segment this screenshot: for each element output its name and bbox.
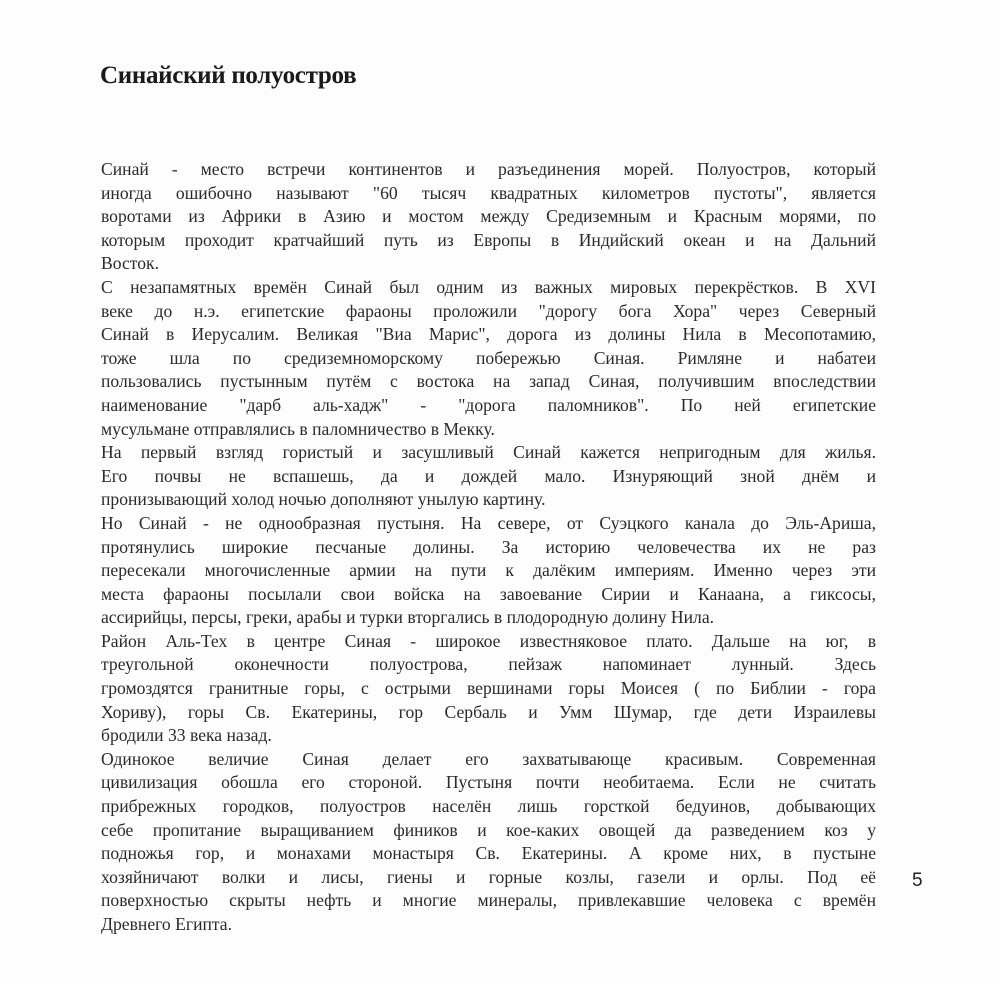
text-line: Древнего Египта. [101,914,233,934]
page-number: 5 [912,870,923,891]
paragraph [101,441,876,512]
text-line: громоздятся гранитные горы, с острыми вершинами горы Моисея ( по Библии - гора [101,678,876,699]
paragraph [101,748,876,937]
text-line: Его почвы не вспашешь, да и дождей мало. Изнуряющий зной днём и [101,465,876,486]
text-line: На первый взгляд гористый и засушливый Синай кажется непригодным для жилья. [101,442,876,463]
text-line: Одинокое величие Синая делает его захватывающе красивым. Современная [101,748,876,769]
text-line: ассирийцы, персы, греки, арабы и турки вторгались в плодородную долину Нила. [101,607,715,628]
text-line: пронизывающий холод ночью дополняют унылую картину. [101,489,546,510]
text-line: протянулись широкие песчаные долины. За историю человечества их не раз [101,536,876,557]
text-line: пользовались пустынным путём с востока на запад Синая, получившим впоследствии [101,371,876,392]
text-line: воротами из Африки в Азию и мостом между Средиземным и Красным морями, по [101,206,876,227]
article-body [101,158,876,937]
text-line: мусульмане отправлялись в паломничество в Мекку. [101,418,495,439]
text-line: которым проходит кратчайший путь из Европы в Индийский океан и на Дальний [101,229,876,250]
paragraph [101,276,876,441]
page-title: Синайский полуостров [100,62,357,89]
text-line: Но Синай - не однообразная пустыня. На севере, от Суэцкого канала до Эль-Ариша, [101,512,876,533]
text-line: прибрежных городков, полуостров населён лишь горсткой бедуинов, добывающих [101,796,876,817]
text-line: Район Аль-Тех в центре Синая - широкое известняковое плато. Дальше на юг, в [101,630,876,651]
text-line: тоже шла по средиземноморскому побережью Синая. Римляне и набатеи [101,347,876,368]
text-line: наименование "дарб аль-хадж" - "дорога паломников". По ней египетские [101,394,876,415]
text-line: Хориву), горы Св. Екатерины, гор Сербаль и Умм Шумар, где дети Израилевы [101,701,876,722]
paragraph [101,630,876,748]
text-line: подножья гор, и монахами монастыря Св. Екатерины. А кроме них, в пустыне [101,843,876,864]
text-line: себе пропитание выращиванием фиников и кое-каких овощей да разведением коз у [101,819,876,840]
text-line: пересекали многочисленные армии на пути к далёким империям. Именно через эти [101,560,876,581]
text-line: веке до н.э. египетские фараоны проложили "дорогу бога Хора" через Северный [101,300,876,321]
text-line: треугольной оконечности полуострова, пейзаж напоминает лунный. Здесь [101,654,876,675]
text-line: Восток. [101,253,159,274]
paragraph [101,512,876,630]
paragraph [101,158,876,276]
text-line: С незапамятных времён Синай был одним из важных мировых перекрёстков. В XVI [101,276,876,297]
text-line: Синай - место встречи континентов и разъединения морей. Полуостров, который [101,159,876,179]
text-line: поверхностью скрыты нефть и многие минералы, привлекавшие человека с времён [101,890,876,911]
text-line: бродили 33 века назад. [101,725,272,746]
text-line: хозяйничают волки и лисы, гиены и горные козлы, газели и орлы. Под её [101,866,876,887]
text-line: места фараоны посылали свои войска на завоевание Сирии и Канаана, а гиксосы, [101,583,876,604]
text-line: цивилизация обошла его стороной. Пустыня почти необитаема. Если не считать [101,772,876,793]
text-line: иногда ошибочно называют "60 тысяч квадратных километров пустоты", является [101,182,876,203]
text-line: Синай в Иерусалим. Великая "Виа Марис", дорога из долины Нила в Месопотамию, [101,324,876,345]
